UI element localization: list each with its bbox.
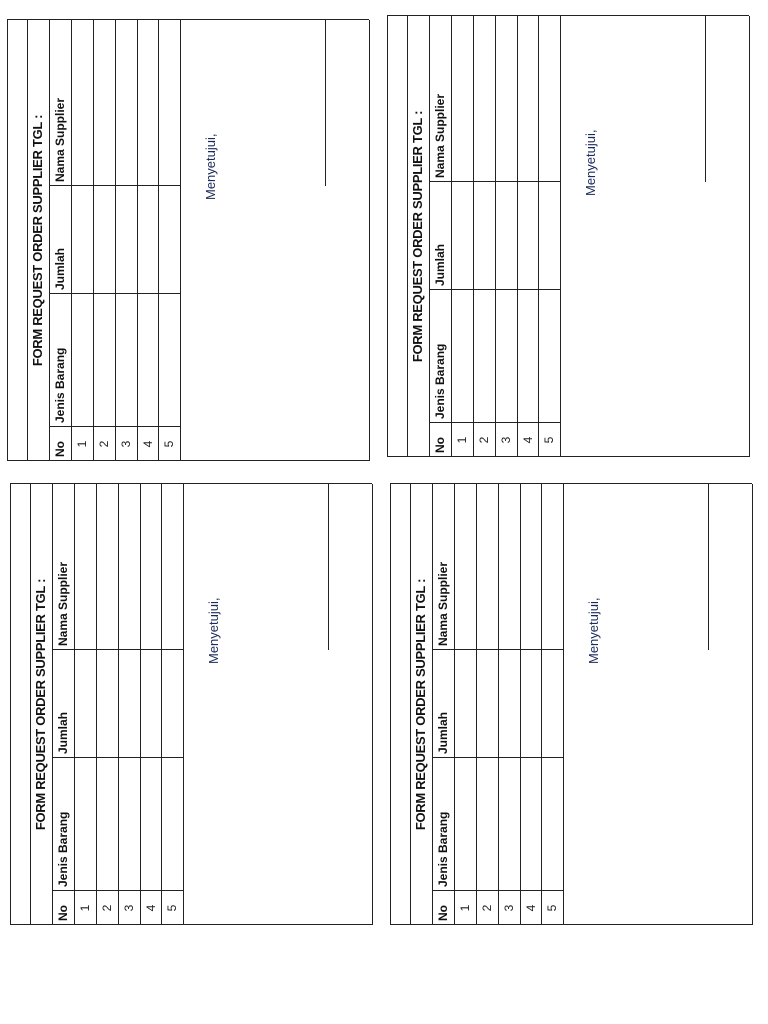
form-title: FORM REQUEST ORDER SUPPLIER TGL :	[30, 114, 45, 367]
border-line	[180, 20, 181, 461]
header-no: No	[56, 905, 70, 921]
form-title: FORM REQUEST ORDER SUPPLIER TGL :	[413, 578, 428, 831]
request-order-form	[10, 484, 372, 925]
border-line	[476, 484, 477, 925]
border-line	[517, 16, 518, 457]
row-number: 4	[521, 436, 535, 444]
border-line	[96, 484, 97, 925]
header-jenis-barang: Jenis Barang	[53, 347, 67, 423]
header-jumlah: Jumlah	[433, 243, 447, 286]
row-number: 4	[144, 904, 158, 912]
border-line	[183, 484, 184, 925]
row-number: 1	[458, 904, 472, 912]
approval-label: Menyetujui,	[203, 133, 218, 200]
header-jenis-barang: Jenis Barang	[436, 811, 450, 887]
border-line	[451, 16, 452, 457]
border-line	[161, 484, 162, 925]
request-order-form	[7, 20, 369, 461]
header-jumlah: Jumlah	[53, 247, 67, 290]
row-number: 3	[119, 440, 133, 448]
row-number: 2	[100, 904, 114, 912]
row-number: 4	[141, 440, 155, 448]
border-line	[541, 484, 542, 925]
header-no: No	[436, 905, 450, 921]
border-line	[749, 16, 750, 457]
border-line	[498, 484, 499, 925]
row-number: 2	[480, 904, 494, 912]
border-line	[140, 484, 141, 925]
header-nama-supplier: Nama Supplier	[436, 561, 450, 646]
header-no: No	[53, 441, 67, 457]
border-line	[372, 484, 373, 925]
row-number: 3	[122, 904, 136, 912]
row-number: 2	[477, 436, 491, 444]
signature-line	[708, 484, 709, 650]
form-title: FORM REQUEST ORDER SUPPLIER TGL :	[410, 110, 425, 363]
border-line	[74, 484, 75, 925]
header-jumlah: Jumlah	[436, 711, 450, 754]
header-jenis-barang: Jenis Barang	[433, 343, 447, 419]
header-nama-supplier: Nama Supplier	[433, 93, 447, 178]
row-number: 5	[165, 904, 179, 912]
signature-line	[328, 484, 329, 650]
border-line	[118, 484, 119, 925]
row-number: 4	[524, 904, 538, 912]
signature-line	[325, 20, 326, 186]
header-nama-supplier: Nama Supplier	[56, 561, 70, 646]
border-line	[158, 20, 159, 461]
row-number: 3	[499, 436, 513, 444]
border-line	[752, 484, 753, 925]
header-jumlah: Jumlah	[56, 711, 70, 754]
row-number: 1	[75, 440, 89, 448]
border-line	[538, 16, 539, 457]
border-line	[520, 484, 521, 925]
border-line	[115, 20, 116, 461]
border-line	[369, 20, 370, 461]
border-line	[137, 20, 138, 461]
approval-label: Menyetujui,	[206, 597, 221, 664]
border-line	[563, 484, 564, 925]
border-line	[454, 484, 455, 925]
approval-label: Menyetujui,	[586, 597, 601, 664]
header-no: No	[433, 437, 447, 453]
border-line	[71, 20, 72, 461]
row-number: 3	[502, 904, 516, 912]
row-number: 5	[162, 440, 176, 448]
row-number: 5	[542, 436, 556, 444]
border-line	[387, 16, 388, 457]
border-line	[560, 16, 561, 457]
row-number: 1	[78, 904, 92, 912]
row-number: 2	[97, 440, 111, 448]
border-line	[473, 16, 474, 457]
approval-label: Menyetujui,	[583, 129, 598, 196]
header-nama-supplier: Nama Supplier	[53, 97, 67, 182]
row-number: 1	[455, 436, 469, 444]
header-jenis-barang: Jenis Barang	[56, 811, 70, 887]
border-line	[7, 20, 8, 461]
signature-line	[705, 16, 706, 182]
form-title: FORM REQUEST ORDER SUPPLIER TGL :	[33, 578, 48, 831]
border-line	[390, 484, 391, 925]
border-line	[495, 16, 496, 457]
row-number: 5	[545, 904, 559, 912]
request-order-form	[390, 484, 752, 925]
border-line	[10, 484, 11, 925]
border-line	[93, 20, 94, 461]
request-order-form	[387, 16, 749, 457]
